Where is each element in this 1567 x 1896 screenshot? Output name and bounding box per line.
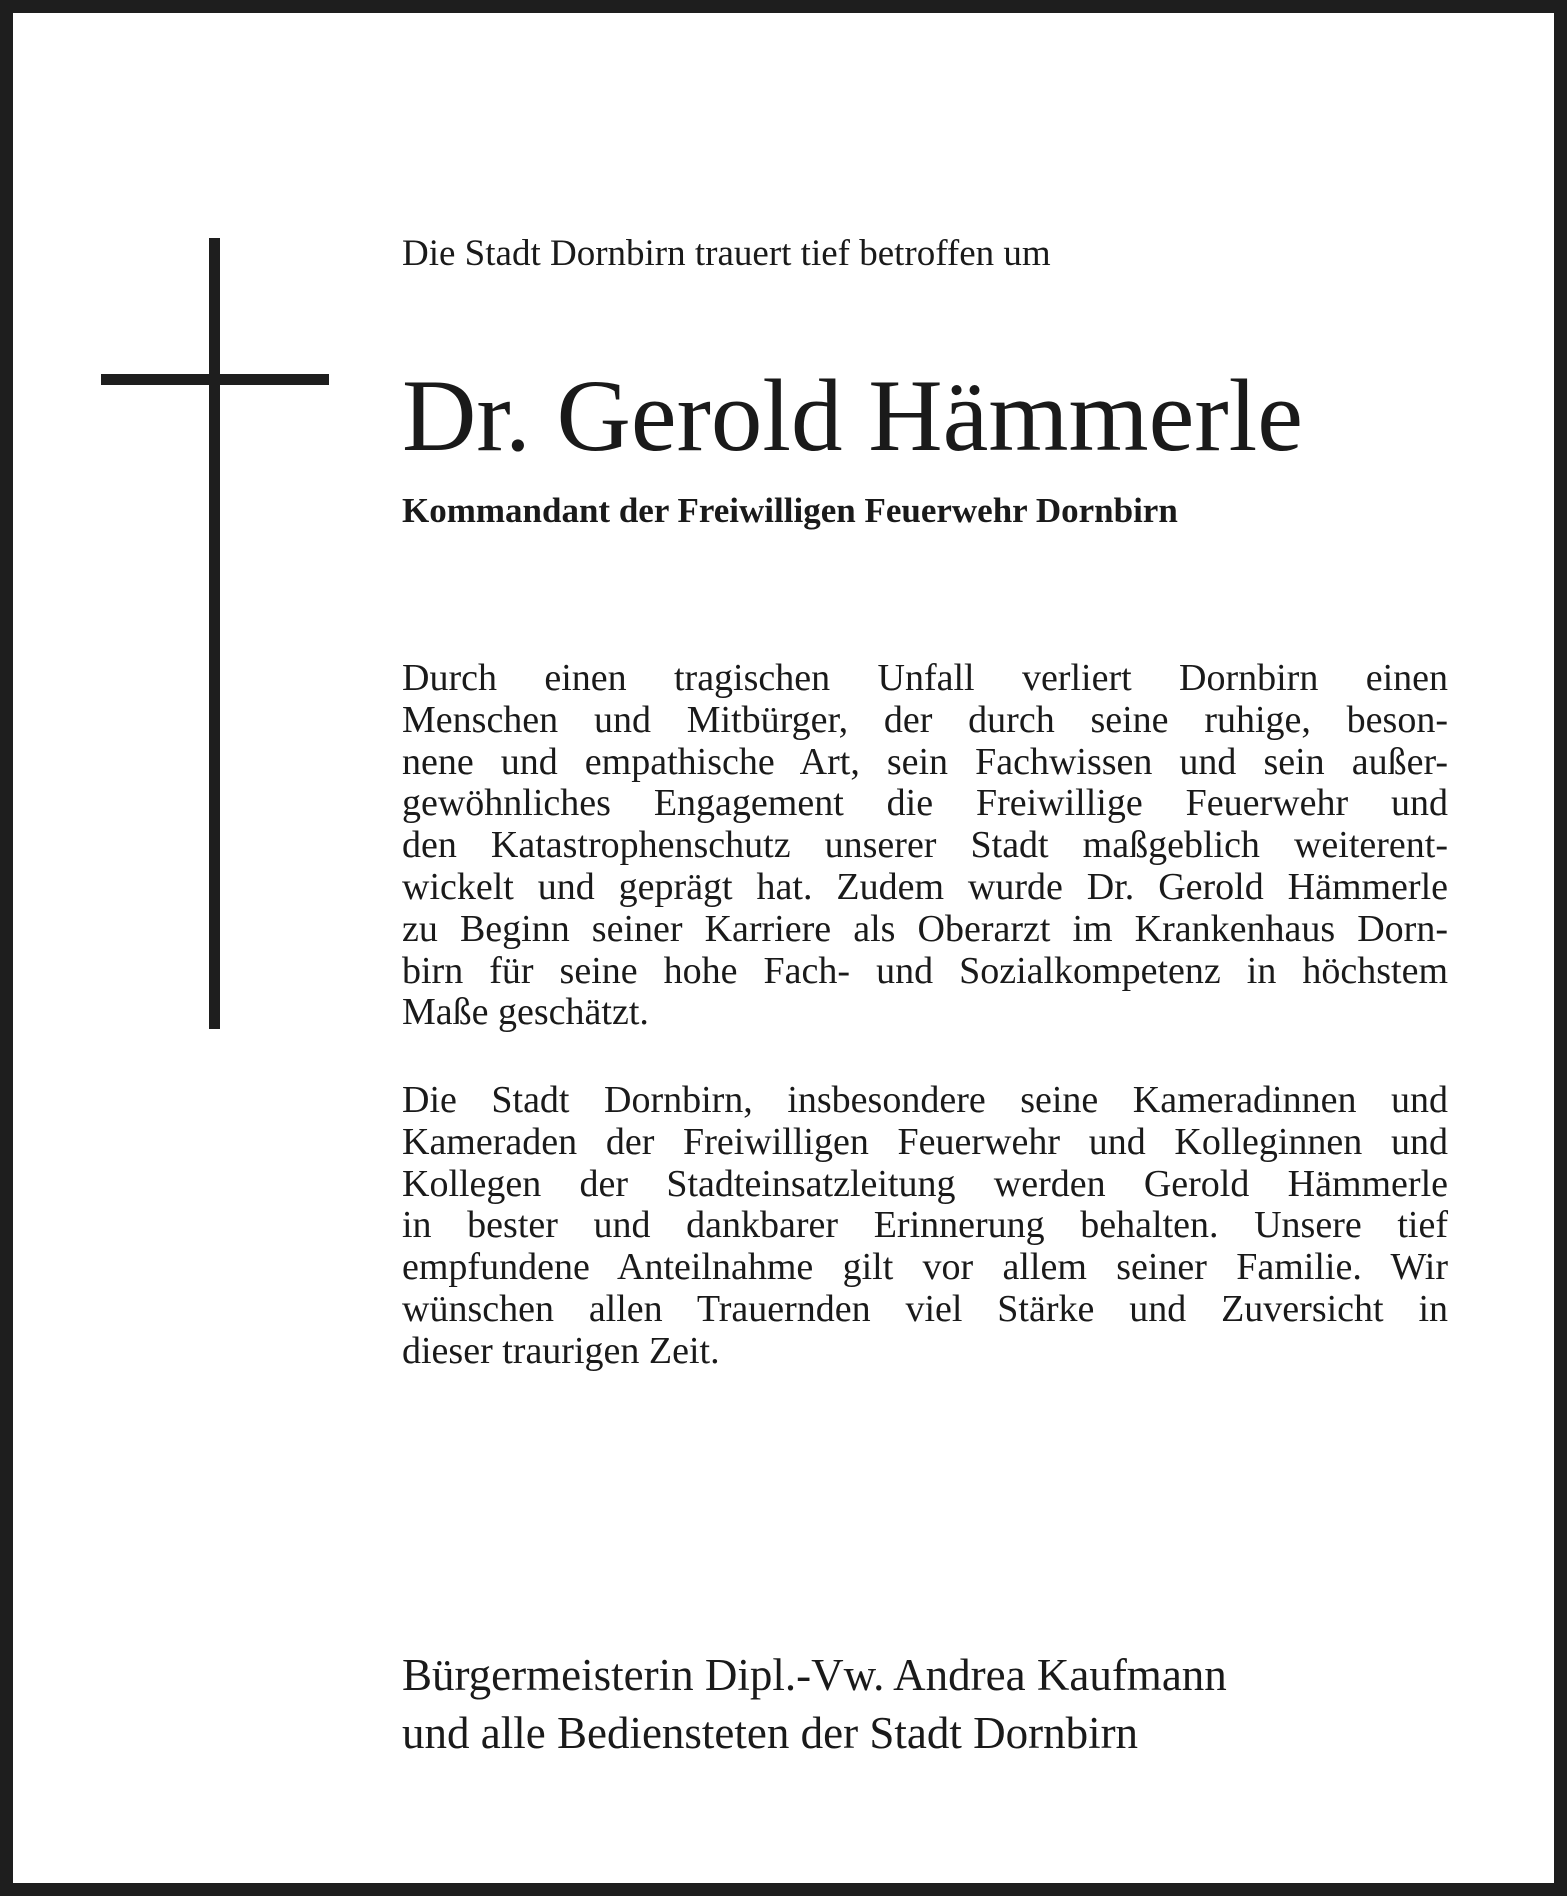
paragraph-1-line: Durch einen tragischen Unfall verliert Dornbirn einen (402, 657, 1448, 699)
paragraph-1-line: wickelt und geprägt hat. Zudem wurde Dr. Gerold Hämmerle (402, 865, 1448, 908)
signature-block (402, 1646, 1227, 1762)
paragraph-1-line: den Katastrophenschutz unserer Stadt maßgeblich weiterent- (402, 824, 1448, 867)
deceased-name: Dr. Gerold Hämmerle (402, 359, 1303, 473)
paragraph-2-line: in bester und dankbarer Erinnerung behalten. Unsere tief (402, 1204, 1448, 1247)
paragraph-2-line: empfundene Anteilnahme gilt vor allem seiner Familie. Wir (402, 1246, 1448, 1289)
intro-line: Die Stadt Dornbirn trauert tief betroffen um (402, 233, 1051, 274)
cross-vertical-bar (209, 238, 220, 1029)
paragraph-2-line: dieser traurigen Zeit. (402, 1329, 720, 1372)
cross-horizontal-bar (101, 374, 329, 385)
paragraph-2 (402, 1080, 1448, 1373)
paragraph-2-line: Kameraden der Freiwilligen Feuerwehr und Kolleginnen und (402, 1120, 1448, 1163)
deceased-title: Kommandant der Freiwilligen Feuerwehr Dornbirn (402, 491, 1178, 530)
paragraph-1-line: zu Beginn seiner Karriere als Oberarzt im Krankenhaus Dorn- (402, 907, 1448, 950)
paragraph-2-line: wünschen allen Trauernden viel Stärke und Zuversicht in (402, 1287, 1448, 1330)
paragraph-1-line: gewöhnliches Engagement die Freiwillige Feuerwehr und (402, 782, 1448, 825)
signature-line: und alle Bediensteten der Stadt Dornbirn (402, 1708, 1139, 1758)
paragraph-1 (402, 658, 1448, 1034)
paragraph-2-line: Die Stadt Dornbirn, insbesondere seine Kameradinnen und (402, 1079, 1448, 1121)
paragraph-1-line: Menschen und Mitbürger, der durch seine ruhige, beson- (402, 698, 1448, 741)
paragraph-1-line: Maße geschätzt. (402, 991, 649, 1034)
paragraph-2-line: Kollegen der Stadteinsatzleitung werden Gerold Hämmerle (402, 1162, 1448, 1205)
paragraph-1-line: birn für seine hohe Fach- und Sozialkompetenz in höchstem (402, 949, 1448, 992)
paragraph-1-line: nene und empathische Art, sein Fachwissen und sein außer- (402, 740, 1448, 783)
signature-line: Bürgermeisterin Dipl.-Vw. Andrea Kaufmann (402, 1650, 1227, 1700)
